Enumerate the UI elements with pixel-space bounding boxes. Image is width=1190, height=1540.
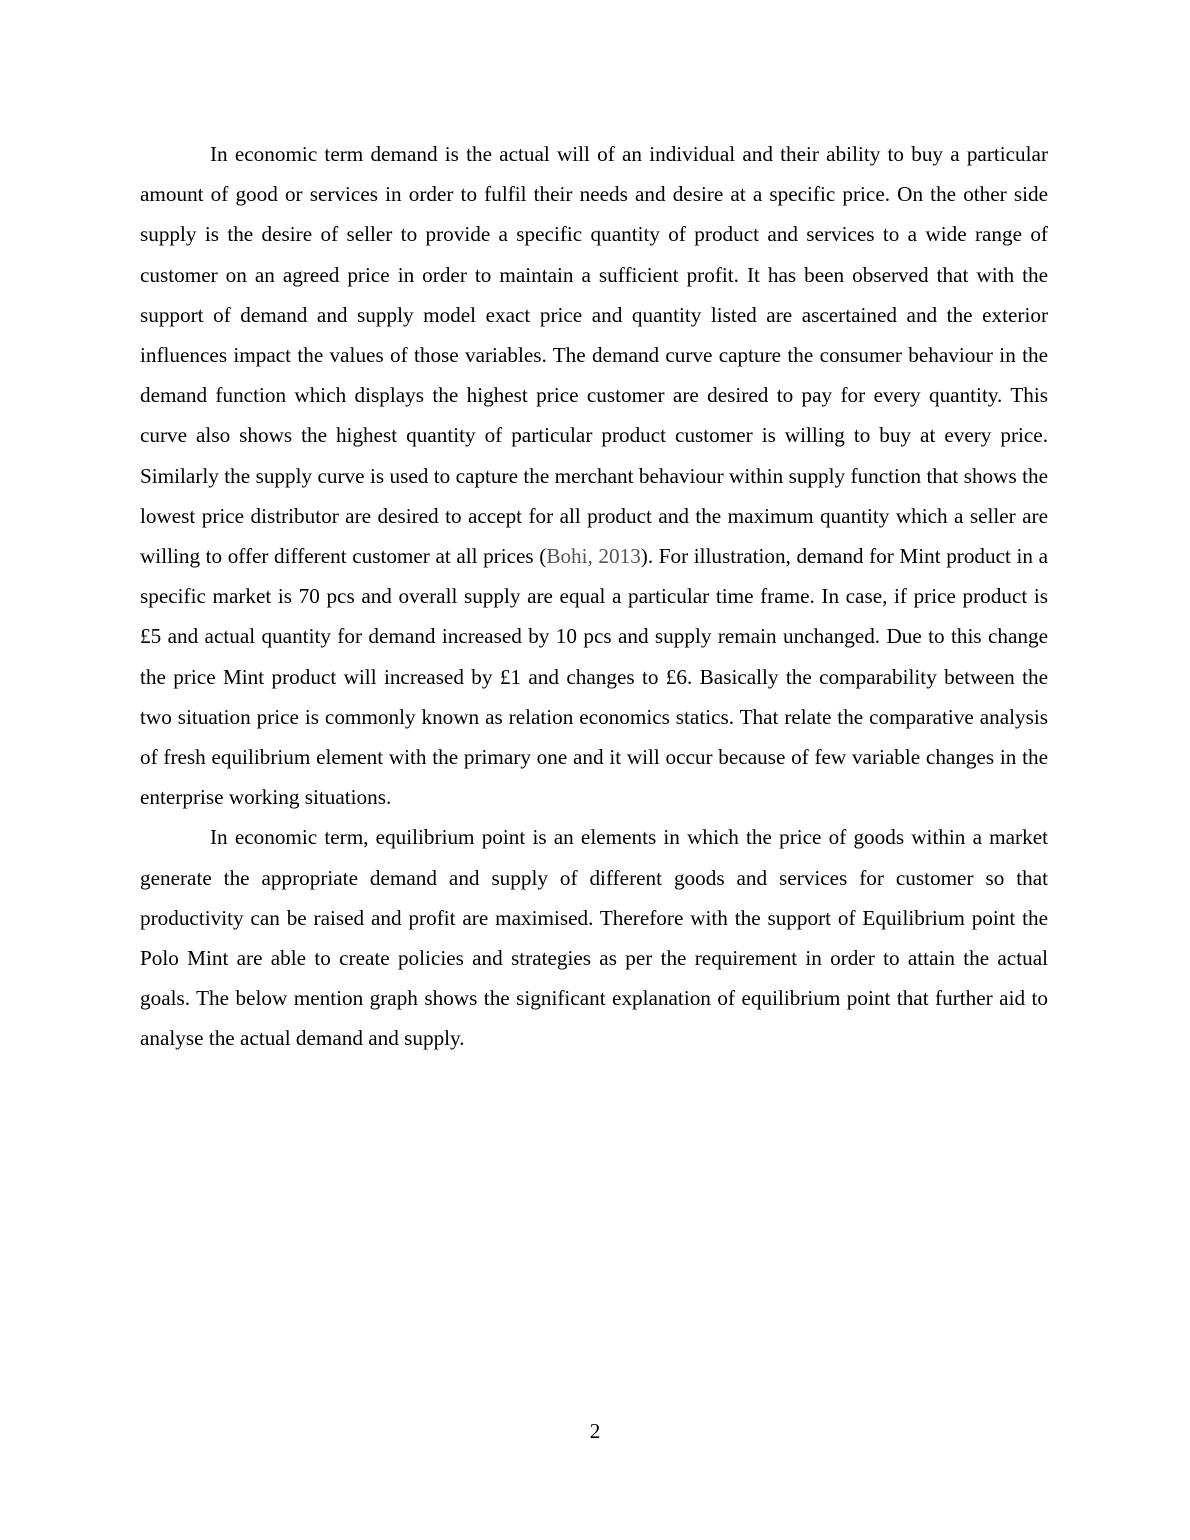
paragraph-1-text-start: In economic term demand is the actual will of an individual and their ability to buy a particular amount of good or services in order to fulfil their needs and desire at a specific price. On the other side supply is the desire of seller to provide a specific quantity of product and services to a wide range of customer on an agreed price in order to maintain a sufficient profit. It has been observed that with the support of demand and supply model exact price and quantity listed are ascertained and the exterior influences impact the values of those variables. The demand curve capture the consumer behaviour in the demand function which displays the highest price customer are desired to pay for every quantity. This curve also shows the highest quantity of particular product customer is willing to buy at every price. Similarly the supply curve is used to capture the merchant behaviour within supply function that shows the lowest price distributor are desired to accept for all product and the maximum quantity which a seller are willing to offer different customer at all prices ( [140, 142, 1048, 569]
paragraph-equilibrium: In economic term, equilibrium point is an elements in which the price of goods within a market generate the appropriate demand and supply of different goods and services for customer so that productivity can be raised and profit are maximised. Therefore with the support of Equilibrium point the Polo Mint are able to create policies and strategies as per the requirement in order to attain the actual goals. The below mention graph shows the significant explanation of equilibrium point that further aid to analyse the actual demand and supply. [140, 825, 1048, 1051]
paragraph-1-text-end: ). For illustration, demand for Mint product in a specific market is 70 pcs and overall supply are equal a particular time frame. In case, if price product is £5 and actual quantity for demand increased by 10 pcs and supply remain unchanged. Due to this change the price Mint product will increased by £1 and changes to £6. Basically the comparability between the two situation price is commonly known as relation economics statics. That relate the comparative analysis of fresh equilibrium element with the primary one and it will occur because of few variable changes in the enterprise working situations. [140, 544, 1048, 810]
citation-reference: Bohi, 2013 [546, 544, 641, 569]
page-number: 2 [589, 1419, 601, 1443]
body-text [140, 134, 1048, 1059]
paragraph-demand-supply [140, 134, 1048, 817]
